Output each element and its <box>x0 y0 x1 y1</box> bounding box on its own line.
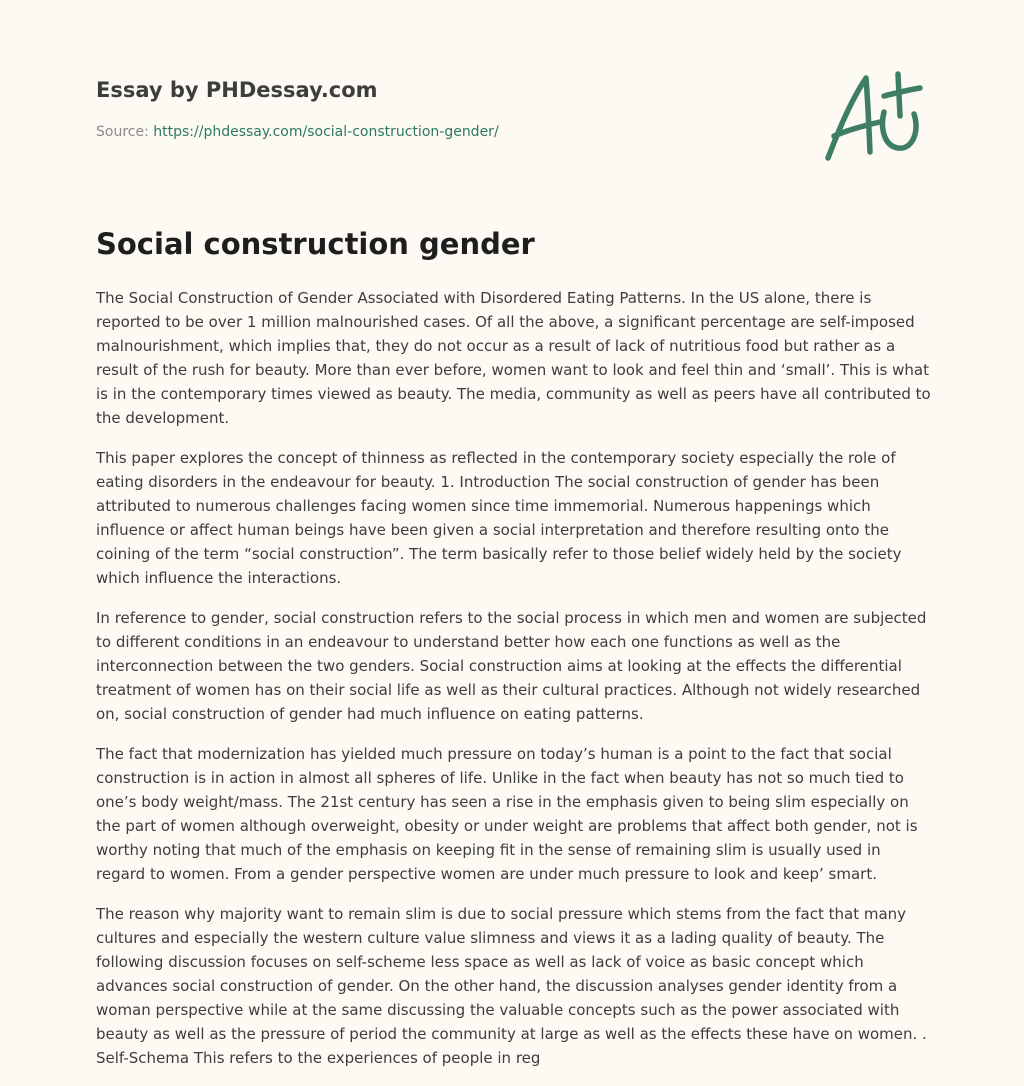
page-header <box>96 74 796 142</box>
source-line <box>96 122 796 142</box>
article-paragraph-4: The fact that modernization has yielded much pressure on today’s human is a point to the fact that social construction is in action in almost all spheres of life. Unlike in the fact when beauty has not so much tied to one’s body weight/mass. The 21st century has seen a rise in the emphasis given to being slim especially on the part of women although overweight, obesity or under weight are problems that affect both gender, not is worthy noting that much of the emphasis on keeping fit in the sense of remaining slim is usually used in regard to women. From a gender perspective women are under much pressure to look and keep’ smart. <box>96 745 918 883</box>
article-paragraph-2: This paper explores the concept of thinness as reflected in the contemporary society especially the role of eating disorders in the endeavour for beauty. 1. Introduction The social construction of gender has been attributed to numerous challenges facing women since time immemorial. Numerous happenings which influence or affect human beings have been given a social interpretation and therefore resulting onto the coining of the term “social construction”. The term basically refer to those belief widely held by the society which influence the interactions. <box>96 449 902 587</box>
article-title: Social construction gender <box>96 227 535 261</box>
article-paragraph-1: The Social Construction of Gender Associated with Disordered Eating Patterns. In the US alone, there is reported to be over 1 million malnourished cases. Of all the above, a significant percentage are self-imposed malnourishment, which implies that, they do not occur as a result of lack of nutritious food but rather as a result of the rush for beauty. More than ever before, women want to look and feel thin and ‘small’. This is what is in the contemporary times viewed as beauty. The media, community as well as peers have all contributed to the development. <box>96 289 931 427</box>
article-paragraph-5: The reason why majority want to remain slim is due to social pressure which stems from the fact that many cultures and especially the western culture value slimness and views it as a lading quality of beauty. The following discussion focuses on self-scheme less space as well as lack of voice as basic concept which advances social construction of gender. On the other hand, the discussion analyses gender identity from a woman perspective while at the same discussing the valuable concepts such as the power associated with beauty as well as the pressure of period the community at large as well as the effects these have on women. . Self-Schema This refers to the experiences of people in reg <box>96 905 927 1067</box>
article <box>96 222 932 1086</box>
a-plus-logo-icon <box>820 66 930 166</box>
source-label: Source: <box>96 124 149 140</box>
article-paragraph-3: In reference to gender, social construction refers to the social process in which men and women are subjected to different conditions in an endeavour to understand better how each one functions as well as the interconnection between the two genders. Social construction aims at looking at the effects the differential treatment of women has on their social life as well as their cultural practices. Although not widely researched on, social construction of gender had much influence on eating patterns. <box>96 609 927 723</box>
site-title: Essay by PHDessay.com <box>96 78 378 102</box>
source-link[interactable]: https://phdessay.com/social-construction-gender/ <box>153 124 499 140</box>
